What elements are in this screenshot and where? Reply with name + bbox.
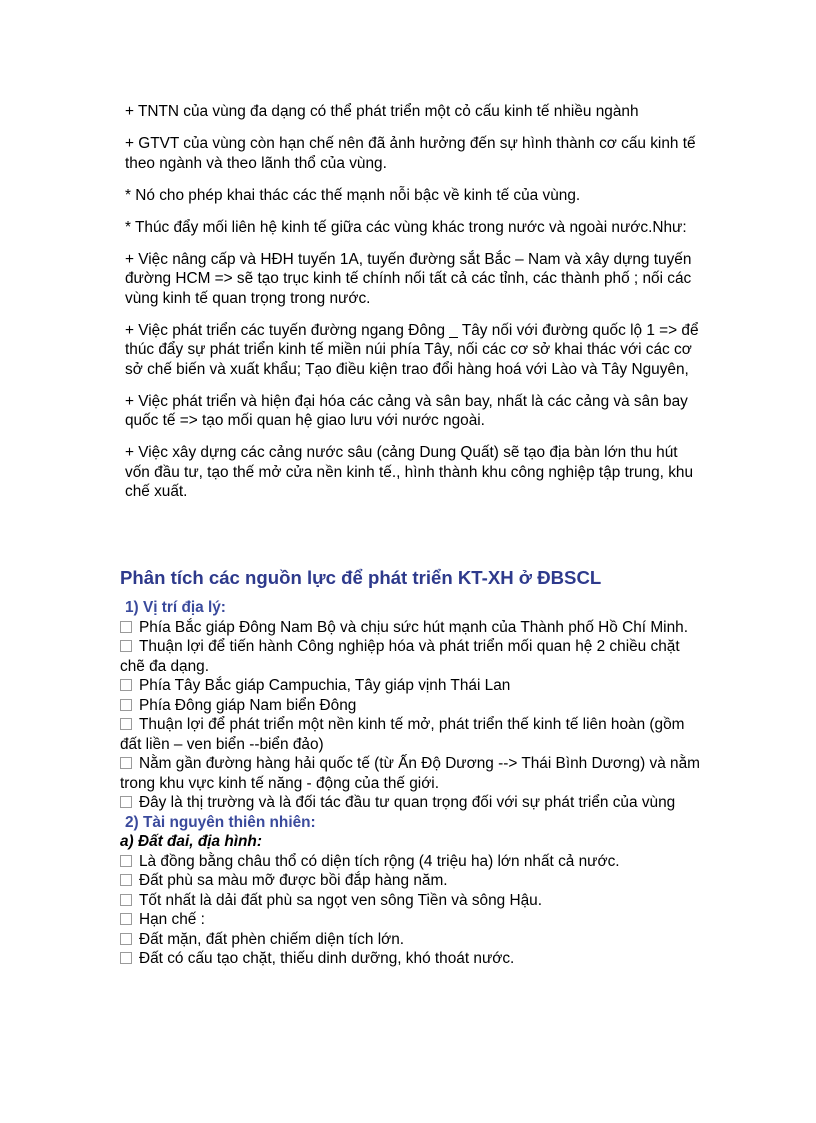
list-item-text: Hạn chế : (139, 911, 205, 928)
list-item (120, 618, 705, 638)
list-item (120, 793, 705, 813)
missing-glyph-box-icon (120, 699, 132, 711)
list-item-text: Đây là thị trường và là đối tác đầu tư quan trọng đối với sự phát triển của vùng (139, 794, 676, 811)
missing-glyph-box-icon (120, 952, 132, 964)
list-item (120, 637, 705, 676)
missing-glyph-box-icon (120, 855, 132, 867)
list-item-text: Phía Bắc giáp Đông Nam Bộ và chịu sức hút mạnh của Thành phố Hồ Chí Minh. (139, 618, 688, 636)
missing-glyph-box-icon (120, 718, 132, 730)
land-subheading: a) Đất đai, địa hình: (120, 833, 262, 850)
list-item (120, 871, 705, 891)
list-item (120, 715, 705, 754)
paragraph: * Nó cho phép khai thác các thế mạnh nỗi bậc về kinh tế của vùng. (125, 186, 581, 204)
list-item-text: Thuận lợi để phát triển một nền kinh tế mở, phát triển thế kinh tế liên hoàn (gồm đất liền – ven biển --biển đảo) (120, 716, 685, 753)
list-item (120, 696, 705, 716)
paragraph: + Việc phát triển và hiện đại hóa các cảng và sân bay, nhất là các cảng và sân bay quốc tế => tạo mối quan hệ giao lưu với nước ngoài. (125, 392, 688, 429)
paragraph: + TNTN của vùng đa dạng có thể phát triển một cỏ cấu kinh tế nhiều ngành (125, 103, 639, 120)
missing-glyph-box-icon (120, 913, 132, 925)
missing-glyph-box-icon (120, 679, 132, 691)
location-heading: 1) Vị trí địa lý: (125, 599, 226, 616)
paragraph: + GTVT của vùng còn hạn chế nên đã ảnh hưởng đến sự hình thành cơ cấu kinh tế theo ngành và theo lãnh thổ của vùng. (125, 135, 696, 172)
resources-heading: 2) Tài nguyên thiên nhiên: (125, 813, 316, 831)
missing-glyph-box-icon (120, 757, 132, 769)
missing-glyph-box-icon (120, 874, 132, 886)
paragraph: + Việc nâng cấp và HĐH tuyến 1A, tuyến đường sắt Bắc – Nam và xây dựng tuyến đường HCM => sẽ tạo trục kinh tế chính nối tất cả các tỉnh, các thành phố ; nối các vùng kinh tế quan trọng trong nước. (125, 250, 692, 307)
missing-glyph-box-icon (120, 640, 132, 652)
section-body (120, 598, 705, 969)
list-item-text: Là đồng bằng châu thổ có diện tích rộng (4 triệu ha) lớn nhất cả nước. (139, 852, 620, 870)
missing-glyph-box-icon (120, 621, 132, 633)
missing-glyph-box-icon (120, 933, 132, 945)
missing-glyph-box-icon (120, 796, 132, 808)
section-title: Phân tích các nguồn lực để phát triển KT-XH ở ĐBSCL (120, 567, 602, 588)
list-item (120, 754, 705, 793)
list-item-text: Nằm gần đường hàng hải quốc tế (từ Ấn Độ Dương --> Thái Bình Dương) và nằm trong khu vực kinh tế năng - động của thế giới. (120, 755, 700, 792)
paragraph: * Thúc đẩy mối liên hệ kinh tế giữa các vùng khác trong nước và ngoài nước.Như: (125, 218, 687, 236)
list-item (120, 910, 705, 930)
list-item-text: Đất phù sa màu mỡ được bồi đắp hàng năm. (139, 872, 448, 889)
list-item (120, 930, 705, 950)
list-item-text: Phía Tây Bắc giáp Campuchia, Tây giáp vịnh Thái Lan (139, 677, 511, 694)
list-item (120, 891, 705, 911)
list-item-text: Tốt nhất là dải đất phù sa ngọt ven sông Tiền và sông Hậu. (139, 891, 542, 909)
paragraph: + Việc xây dựng các cảng nước sâu (cảng Dung Quất) sẽ tạo địa bàn lớn thu hút vốn đầu tư, tạo thế mở cửa nền kinh tế., hình thành khu công nghiệp tập trung, khu chế xuất. (125, 444, 694, 500)
list-item-text: Thuận lợi để tiến hành Công nghiệp hóa và phát triển mối quan hệ 2 chiều chặt chẽ đa dạng. (120, 638, 680, 675)
list-item (120, 852, 705, 872)
list-item (120, 949, 705, 969)
intro-text-block (125, 102, 705, 514)
paragraph: + Việc phát triển các tuyến đường ngang Đông _ Tây nối với đường quốc lộ 1 => để thúc đẩy sự phát triển kinh tế miền núi phía Tây, nối các cơ sở khai thác với các cơ sở chế biến và xuất khẩu; Tạo điều kiện trao đổi hàng hoá với Lào và Tây Nguyên, (125, 321, 699, 378)
missing-glyph-box-icon (120, 894, 132, 906)
list-item-text: Đất có cấu tạo chặt, thiếu dinh dưỡng, khó thoát nước. (139, 950, 515, 967)
list-item-text: Phía Đông giáp Nam biển Đông (139, 696, 357, 714)
list-item-text: Đất mặn, đất phèn chiếm diện tích lớn. (139, 930, 405, 948)
list-item (120, 676, 705, 696)
